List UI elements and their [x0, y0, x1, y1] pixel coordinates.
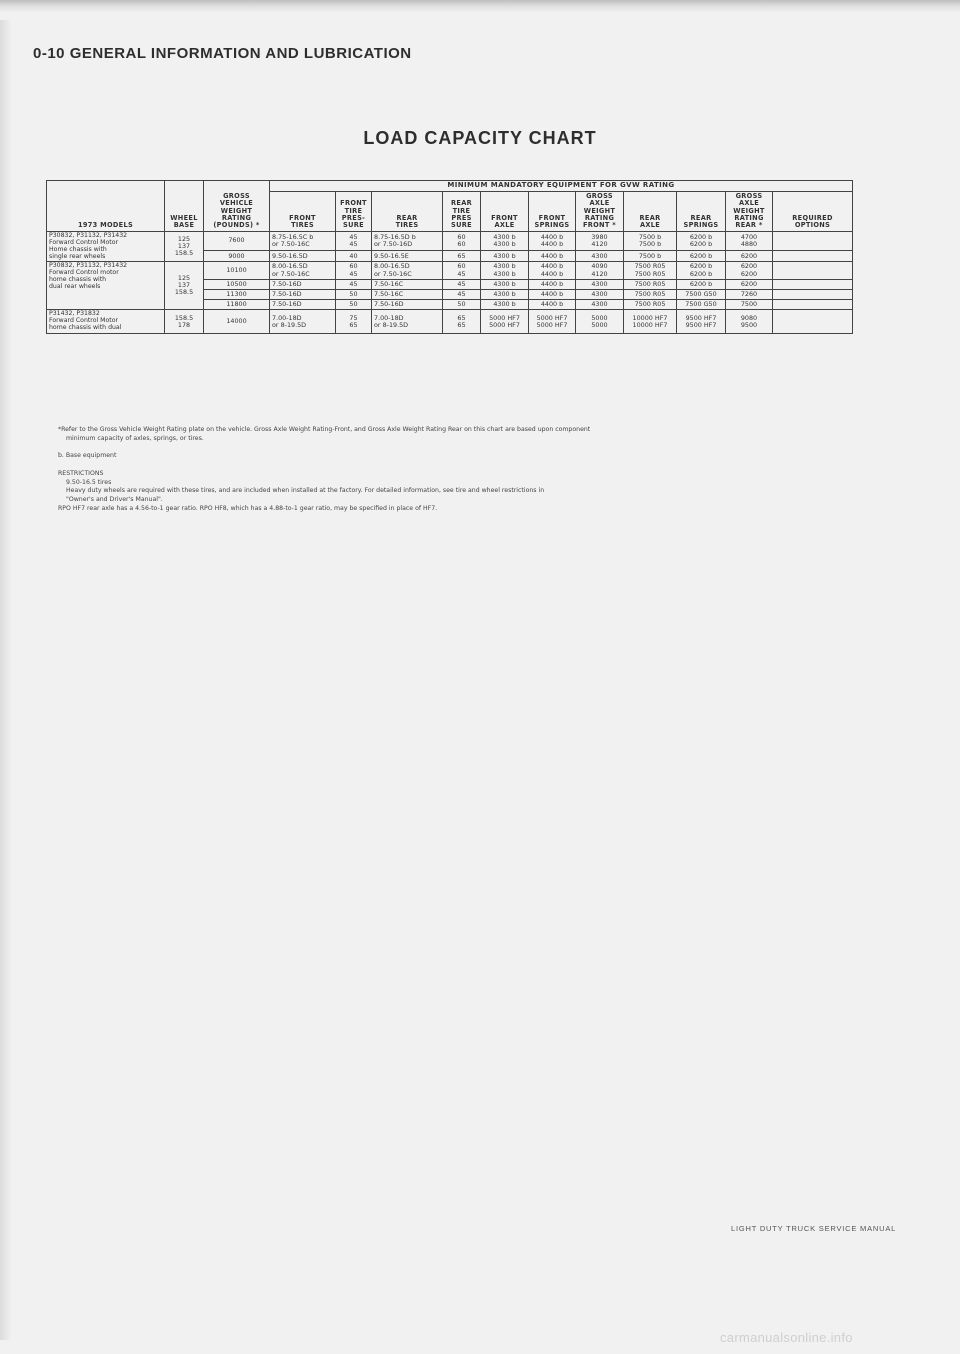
cell-line: 45 [457, 269, 466, 278]
cell-line: 4300 b [493, 262, 516, 271]
cell-line: 9080 [740, 313, 758, 322]
cell-line: 9500 HF7 [685, 313, 717, 322]
required-options-cell [773, 289, 853, 299]
cell-line: or 7.50-16C [272, 239, 310, 248]
cell-line: Forward Control Motor [49, 238, 119, 246]
front-pressure-cell [336, 262, 372, 279]
front-pressure-cell [336, 279, 372, 289]
footnotes [58, 426, 818, 513]
front-tires-cell [270, 289, 336, 299]
rear-springs-cell [677, 262, 726, 279]
cell-line: 4400 b [540, 269, 564, 278]
cell-line: 45 [349, 232, 358, 241]
rpo-note: RPO HF7 rear axle has a 4.56-to-1 gear ratio. RPO HF8, which has a 4.88-to-1 gear ratio, may be specified in place of HF7. [58, 504, 438, 512]
front-springs-cell [529, 289, 576, 299]
cell-line: 45 [349, 239, 358, 248]
wheel-base-cell [165, 262, 204, 310]
header-minimum-equipment: MINIMUM MANDATORY EQUIPMENT FOR GVW RATING [270, 181, 853, 192]
rear-tires-cell [372, 279, 443, 289]
gawr-front-cell [576, 279, 624, 289]
rear-tires-cell [372, 231, 443, 250]
gawr-rear-cell [726, 289, 773, 299]
cell-line: P31432, P31832 [49, 310, 100, 318]
cell-line: 5000 [591, 320, 608, 329]
cell-line: 7500 R05 [634, 300, 666, 309]
cell-line: 6200 [740, 251, 758, 260]
cell-line: 4300 b [493, 289, 516, 298]
cell-line: 8.75-16.5C b [272, 232, 314, 241]
front-tires-cell [270, 310, 336, 334]
cell-line: 4400 b [540, 279, 564, 288]
cell-line: 125 [177, 234, 191, 243]
gawr-rear-cell [726, 310, 773, 334]
cell-line: 50 [349, 300, 358, 309]
header-front-tires: FRONT TIRES [270, 191, 336, 231]
cell-line: 4400 b [540, 300, 564, 309]
front-axle-cell [481, 251, 529, 262]
wheel-base-cell [165, 310, 204, 334]
cell-line: 60 [457, 262, 466, 271]
cell-line: 7.50-16D [272, 289, 302, 298]
cell-line: 3980 [591, 232, 608, 241]
rear-axle-cell [624, 310, 677, 334]
front-tires-cell [270, 262, 336, 279]
rear-axle-cell [624, 262, 677, 279]
rear-axle-cell [624, 289, 677, 299]
gvw-cell: 9000 [204, 251, 270, 262]
models-cell [47, 262, 165, 310]
rear-axle-cell [624, 251, 677, 262]
wheel-base-cell [165, 231, 204, 262]
cell-line: 5000 HF7 [536, 313, 568, 322]
cell-line: 4880 [740, 239, 758, 248]
rear-axle-cell [624, 231, 677, 250]
cell-line: 4400 b [540, 289, 564, 298]
cell-line: 9.50-16.5D [272, 251, 308, 260]
models-cell [47, 231, 165, 262]
cell-line: P30832, P31132, P31432 [49, 231, 128, 239]
cell-line: 45 [349, 269, 358, 278]
cell-line: 10000 HF7 [632, 320, 668, 329]
cell-line: 7500 R05 [634, 269, 666, 278]
cell-line: 50 [349, 289, 358, 298]
gvw-cell: 14000 [204, 310, 270, 334]
front-axle-cell [481, 300, 529, 310]
cell-line: 8.00-16.5D [272, 262, 308, 271]
front-axle-cell [481, 231, 529, 250]
gvw-cell: 11800 [204, 300, 270, 310]
cell-line: 45 [457, 289, 466, 298]
rear-pressure-cell [443, 310, 481, 334]
header-gawr-front: GROSS AXLE WEIGHT RATING FRONT * [576, 191, 624, 231]
cell-line: 45 [457, 279, 466, 288]
cell-line: 6200 b [689, 279, 713, 288]
left-edge-shading [0, 20, 12, 1340]
cell-line: 65 [457, 313, 466, 322]
front-pressure-cell [336, 231, 372, 250]
header-front-tire-pressure: FRONT TIRE PRES- SURE [336, 191, 372, 231]
gawr-front-cell [576, 300, 624, 310]
front-axle-cell [481, 279, 529, 289]
restriction-heavy-duty: Heavy duty wheels are required with these tires, and are included when installed at the factory. For detailed information, see tire and wheel restrictions in [66, 487, 545, 495]
cell-line: 6200 b [689, 239, 713, 248]
gvw-note-continued: minimum capacity of axles, springs, or tires. [66, 434, 204, 442]
cell-line: 7500 b [638, 232, 662, 241]
cell-line: 4300 b [493, 279, 516, 288]
models-cell [47, 310, 165, 334]
cell-line: 125 [177, 274, 191, 283]
cell-line: 158.5 [174, 313, 194, 322]
header-front-springs: FRONT SPRINGS [529, 191, 576, 231]
cell-line: 4400 b [540, 239, 564, 248]
cell-line: 8.00-16.5D [374, 262, 410, 271]
restriction-tire: 9.50-16.5 tires [66, 478, 112, 486]
cell-line: single rear wheels [49, 252, 106, 260]
cell-line: 7.50-16D [272, 279, 302, 288]
page-header: 0-10 GENERAL INFORMATION AND LUBRICATION [33, 45, 412, 62]
cell-line: 4120 [591, 239, 608, 248]
cell-line: 158.5 [174, 288, 194, 297]
front-tires-cell [270, 279, 336, 289]
cell-line: 7260 [740, 289, 758, 298]
cell-line: 6200 b [689, 251, 713, 260]
required-options-cell [773, 279, 853, 289]
load-capacity-table [46, 180, 853, 334]
rear-springs-cell [677, 231, 726, 250]
cell-line: 4120 [591, 269, 608, 278]
cell-line: 4300 b [493, 300, 516, 309]
table-row [47, 262, 853, 279]
cell-line: 4300 [591, 279, 608, 288]
cell-line: 4300 [591, 300, 608, 309]
cell-line: 65 [349, 320, 358, 329]
cell-line: 60 [457, 232, 466, 241]
cell-line: 4300 b [493, 251, 516, 260]
gawr-front-cell [576, 262, 624, 279]
gvw-note: *Refer to the Gross Vehicle Weight Rating plate on the vehicle. Gross Axle Weight Rating-Front, and Gross Axle Weight Rating Rear on this chart are based upon component [58, 426, 591, 433]
cell-line: 6200 [740, 262, 758, 271]
gawr-front-cell [576, 310, 624, 334]
rear-axle-cell [624, 300, 677, 310]
cell-line: 5000 [591, 313, 608, 322]
front-tires-cell [270, 251, 336, 262]
rear-tires-cell [372, 262, 443, 279]
cell-line: 178 [177, 320, 191, 329]
cell-line: 7.00-18D [272, 313, 302, 322]
front-pressure-cell [336, 289, 372, 299]
table-row [47, 310, 853, 334]
cell-line: 4090 [591, 262, 608, 271]
required-options-cell [773, 231, 853, 250]
front-pressure-cell [336, 251, 372, 262]
front-pressure-cell [336, 300, 372, 310]
cell-line: 7500 b [638, 239, 662, 248]
header-rear-tires: REAR TIRES [372, 191, 443, 231]
cell-line: 5000 HF7 [536, 320, 568, 329]
rear-axle-cell [624, 279, 677, 289]
cell-line: 7.50-16C [374, 289, 404, 298]
header-gawr-rear: GROSS AXLE WEIGHT RATING REAR * [726, 191, 773, 231]
front-tires-cell [270, 231, 336, 250]
cell-line: 6200 b [689, 262, 713, 271]
rear-pressure-cell [443, 289, 481, 299]
cell-line: 7500 G50 [685, 289, 717, 298]
gvw-cell: 7600 [204, 231, 270, 250]
header-rear-tire-pressure: REAR TIRE PRES SURE [443, 191, 481, 231]
gawr-rear-cell [726, 262, 773, 279]
rear-tires-cell [372, 310, 443, 334]
gawr-rear-cell [726, 300, 773, 310]
cell-line: 8.75-16.5D b [374, 232, 416, 241]
cell-line: 5000 HF7 [489, 313, 520, 322]
cell-line: Forward Control Motor [49, 317, 119, 325]
rear-pressure-cell [443, 300, 481, 310]
cell-line: 45 [349, 279, 358, 288]
cell-line: Home chassis with [49, 245, 107, 253]
base-equipment-note: b. Base equipment [58, 452, 117, 460]
cell-line: 7500 R05 [634, 262, 666, 271]
gvw-cell: 11300 [204, 289, 270, 299]
header-rear-axle: REAR AXLE [624, 191, 677, 231]
rear-tires-cell [372, 289, 443, 299]
cell-line: 4300 b [493, 232, 516, 241]
manual-footer: LIGHT DUTY TRUCK SERVICE MANUAL [731, 1224, 897, 1233]
rear-tires-cell [372, 300, 443, 310]
cell-line: or 8-19.5D [272, 320, 307, 329]
load-capacity-table-container [46, 180, 852, 334]
cell-line: 65 [457, 320, 466, 329]
cell-line: 9500 HF7 [685, 320, 717, 329]
table-body [47, 231, 853, 333]
rear-springs-cell [677, 310, 726, 334]
cell-line: 4400 b [540, 232, 564, 241]
rear-springs-cell [677, 300, 726, 310]
cell-line: 7.00-18D [374, 313, 404, 322]
header-front-axle: FRONT AXLE [481, 191, 529, 231]
cell-line: 4300 [591, 289, 608, 298]
gvw-cell: 10500 [204, 279, 270, 289]
cell-line: 9.50-16.5E [374, 251, 409, 260]
gawr-front-cell [576, 289, 624, 299]
cell-line: 7.50-16D [272, 300, 302, 309]
restrictions-title: RESTRICTIONS [58, 470, 104, 478]
cell-line: 137 [177, 281, 191, 290]
cell-line: 7500 b [638, 251, 662, 260]
cell-line: 158.5 [174, 249, 194, 258]
chart-title: LOAD CAPACITY CHART [363, 128, 597, 148]
gawr-front-cell [576, 251, 624, 262]
header-wheel-base: WHEEL BASE [165, 181, 204, 232]
cell-line: 40 [349, 251, 358, 260]
cell-line: or 7.50-16C [374, 269, 412, 278]
rear-pressure-cell [443, 231, 481, 250]
cell-line: 7.50-16D [374, 300, 404, 309]
gawr-front-cell [576, 231, 624, 250]
front-springs-cell [529, 279, 576, 289]
front-springs-cell [529, 300, 576, 310]
cell-line: 4300 b [493, 269, 516, 278]
cell-line: P30832, P31132, P31432 [49, 262, 128, 270]
table-row [47, 231, 853, 250]
cell-line: 7500 G50 [685, 300, 717, 309]
cell-line: 4300 b [493, 239, 516, 248]
header-rear-springs: REAR SPRINGS [677, 191, 726, 231]
front-axle-cell [481, 289, 529, 299]
cell-line: 10000 HF7 [632, 313, 668, 322]
gawr-rear-cell [726, 231, 773, 250]
front-springs-cell [529, 251, 576, 262]
cell-line: 4300 [591, 251, 608, 260]
front-springs-cell [529, 262, 576, 279]
required-options-cell [773, 310, 853, 334]
rear-pressure-cell [443, 279, 481, 289]
cell-line: 4400 b [540, 262, 564, 271]
top-edge-shading [0, 0, 960, 12]
cell-line: 7500 [740, 300, 758, 309]
cell-line: 137 [177, 241, 191, 250]
cell-line: home chassis with [49, 276, 107, 284]
cell-line: 7500 R05 [634, 279, 666, 288]
front-axle-cell [481, 262, 529, 279]
header-gvw-rating: GROSS VEHICLE WEIGHT RATING (POUNDS) * [204, 181, 270, 232]
rear-springs-cell [677, 251, 726, 262]
cell-line: or 8-19.5D [374, 320, 409, 329]
cell-line: 75 [349, 313, 358, 322]
cell-line: 6200 b [689, 269, 713, 278]
front-pressure-cell [336, 310, 372, 334]
cell-line: 5000 HF7 [489, 320, 520, 329]
cell-line: 50 [457, 300, 466, 309]
restriction-manual: "Owner's and Driver's Manual". [66, 496, 163, 504]
required-options-cell [773, 251, 853, 262]
header-models: 1973 MODELS [47, 181, 165, 232]
cell-line: 6200 b [689, 232, 713, 241]
front-springs-cell [529, 310, 576, 334]
header-required-options: REQUIRED OPTIONS [773, 191, 853, 231]
gawr-rear-cell [726, 251, 773, 262]
required-options-cell [773, 262, 853, 279]
cell-line: home chassis with dual [49, 324, 122, 332]
cell-line: 60 [457, 239, 466, 248]
cell-line: dual rear wheels [49, 283, 101, 291]
required-options-cell [773, 300, 853, 310]
cell-line: 6200 [740, 269, 758, 278]
cell-line: 7500 R05 [634, 289, 666, 298]
rear-pressure-cell [443, 251, 481, 262]
cell-line: 7.50-16C [374, 279, 404, 288]
cell-line: 4400 b [540, 251, 564, 260]
cell-line: or 7.50-16C [272, 269, 310, 278]
cell-line: 6200 [740, 279, 758, 288]
cell-line: 9500 [740, 320, 758, 329]
watermark: carmanualsonline.info [720, 1330, 853, 1345]
cell-line: or 7.50-16D [374, 239, 413, 248]
front-tires-cell [270, 300, 336, 310]
gvw-cell: 10100 [204, 262, 270, 279]
cell-line: 4700 [740, 232, 758, 241]
rear-pressure-cell [443, 262, 481, 279]
rear-springs-cell [677, 289, 726, 299]
rear-tires-cell [372, 251, 443, 262]
gawr-rear-cell [726, 279, 773, 289]
cell-line: Forward Control motor [49, 269, 119, 277]
cell-line: 65 [457, 251, 466, 260]
front-springs-cell [529, 231, 576, 250]
front-axle-cell [481, 310, 529, 334]
rear-springs-cell [677, 279, 726, 289]
cell-line: 60 [349, 262, 358, 271]
